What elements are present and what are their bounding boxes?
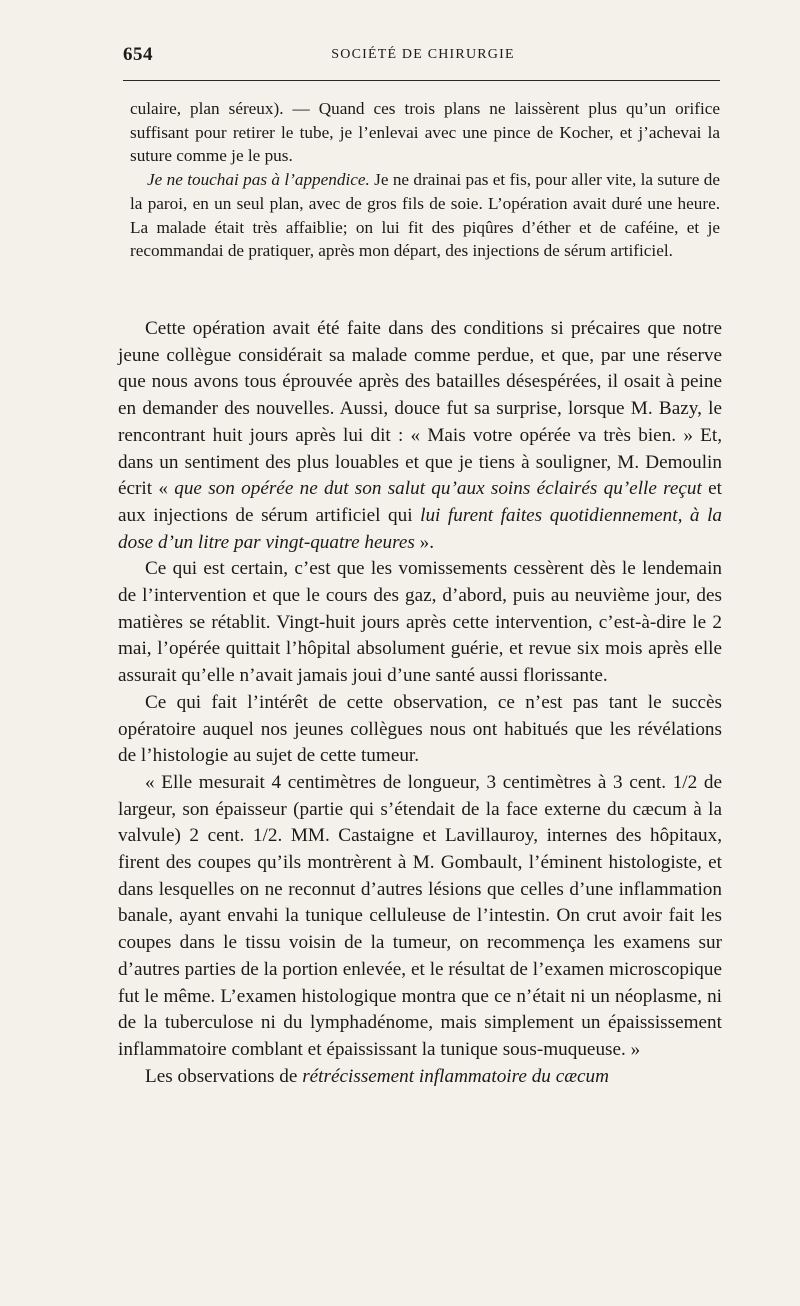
report-italic: Je ne touchai pas à l’appendice. (147, 170, 370, 190)
page-header (123, 44, 723, 70)
body-paragraph-3: Ce qui fait l’intérêt de cette observation, ce n’est pas tant le succès opératoire auquel nos jeunes collègues nous ont habitués que les révélations de l’histologie au sujet de cette tumeur. (118, 691, 722, 767)
body-text: Cette opération avait été faite dans des conditions si précaires que notre jeune collègue considérait sa malade comme perdue, et que, par une réserve que nous avons tous éprouvée après des batailles désespérées, il osait à peine en demander des nouvelles. Aussi, douce fut sa surprise, lorsque M. Bazy, le rencontrant huit jours après lui dit : « Mais votre opérée va très bien. » Et, dans un sentiment des plus louables et que je tiens à souligner, M. Demoulin écrit « (118, 318, 722, 500)
body-paragraph-5 (118, 1064, 722, 1091)
body-text: ». (414, 531, 435, 553)
body-paragraph-2: Ce qui est certain, c’est que les vomissements cessèrent dès le lendemain de l’intervention et que le cours des gaz, d’abord, puis au neuvième jour, des matières se rétablit. Vingt-huit jours après cette intervention, c’est-à-dire le 2 mai, l’opérée quittait l’hôpital absolument guérie, et revue six mois après elle assurait qu’elle n’avait jamais joui d’une santé aussi florissante. (118, 558, 722, 687)
body-italic: que son opérée ne dut son salut qu’aux soins éclairés qu’elle reçut (174, 478, 702, 500)
main-text (118, 316, 722, 1090)
running-head: SOCIÉTÉ DE CHIRURGIE (331, 47, 515, 62)
quoted-report (130, 97, 720, 263)
body-text: et aux injections de sérum artificiel qui (118, 478, 722, 526)
body-italic: lui furent faites quotidiennement, à la dose d’un litre par vingt-quatre heures (118, 504, 722, 553)
report-paragraph-1: culaire, plan séreux). — Quand ces trois plans ne laissèrent plus qu’un orifice suffisant pour retirer le tube, je l’enlevai avec une pince de Kocher, et j’achevai la suture comme je le pus. (130, 99, 720, 166)
header-rule (123, 80, 720, 81)
body-text: Les observations de (145, 1065, 303, 1087)
body-italic: rétrécissement inflammatoire du cæcum (302, 1065, 609, 1087)
page-number: 654 (123, 44, 153, 65)
report-paragraph-2 (130, 168, 720, 263)
report-text: Je ne drainai pas et fis, pour aller vite, la suture de la paroi, en un seul plan, avec de gros fils de soie. L’opération avait duré une heure. La malade était très affaiblie; on lui fit des piqûres d’éther et de caféine, et je recommandai de pratiquer, après mon départ, des injections de sérum artificiel. (130, 170, 720, 261)
body-paragraph-4: « Elle mesurait 4 centimètres de longueur, 3 centimètres à 3 cent. 1/2 de largeur, son épaisseur (partie qui s’étendait de la face externe du cæcum à la valvule) 2 cent. 1/2. MM. Castaigne et Lavillauroy, internes des hôpitaux, firent des coupes qu’ils montrèrent à M. Gombault, l’éminent histologiste, et dans lesquelles on ne reconnut d’autres lésions que celles d’une inflammation banale, ayant envahi la tunique celluleuse de l’intestin. On crut avoir fait les coupes dans le tissu voisin de la tumeur, on recommença les examens sur d’autres parties de la portion enlevée, et le résultat de l’examen microscopique fut le même. L’examen histologique montra que ce n’était ni un néoplasme, ni de la tuberculose ni du lymphadénome, mais simplement un épaississement inflammatoire comblant et épaississant la tunique sous-muqueuse. » (118, 771, 722, 1060)
body-paragraph-1 (118, 316, 722, 556)
